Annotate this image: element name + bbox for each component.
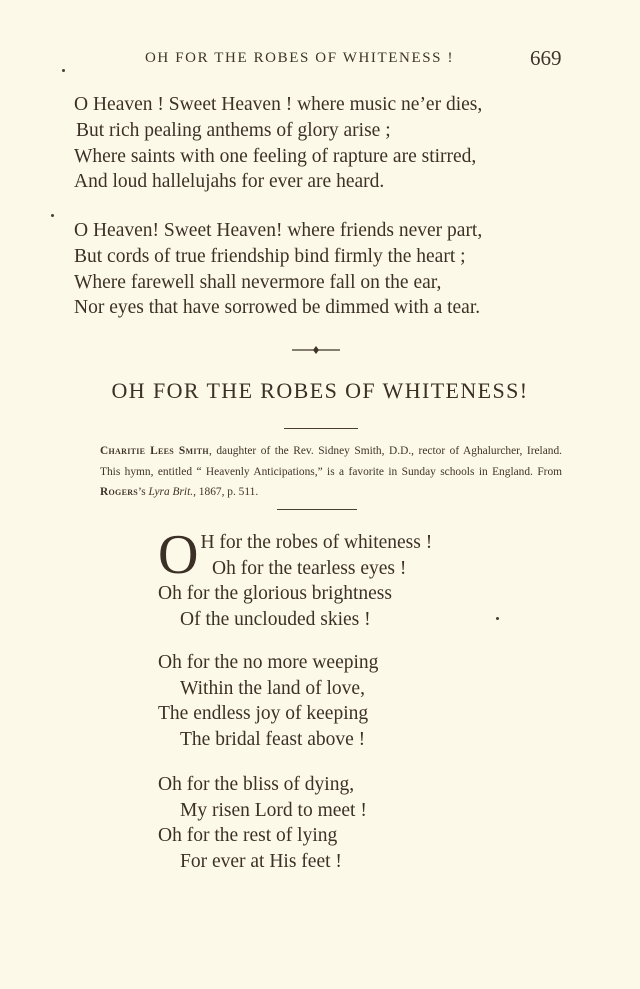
verse-line: Within the land of love, [180, 677, 365, 699]
paper-speck [51, 214, 54, 217]
verse-line: The bridal feast above ! [180, 728, 366, 750]
attribution-note [100, 441, 562, 503]
ornament-divider-icon [292, 343, 340, 357]
hymn-stanza-2 [158, 650, 518, 752]
attribution-text: , 1867, p. 511. [193, 486, 259, 498]
verse-line: Nor eyes that have sorrowed be dimmed with a tear. [74, 297, 481, 319]
verse-line: Oh for the tearless eyes ! [212, 557, 407, 579]
first-line-text: H for the robes of whiteness ! [200, 532, 433, 553]
attribution-text: , daughter of the Rev. Sidney Smith, D.D., rector of Aghalurcher, Ireland. This hymn, entitled “ Heavenly Anticipations,” is a favorite in Sunday schools in England. From [100, 445, 563, 478]
previous-hymn-stanza-1 [74, 92, 574, 195]
verse-line: Oh for the rest of lying [158, 825, 338, 847]
verse-line: The endless joy of keeping [158, 703, 369, 725]
running-head: OH FOR THE ROBES OF WHITENESS ! [145, 50, 455, 66]
page-number: 669 [530, 46, 562, 70]
verse-line: O Heaven! Sweet Heaven! where friends never part, [74, 220, 483, 241]
source-title: Lyra Brit. [148, 486, 194, 498]
attribution-rule [277, 509, 357, 510]
verse-line: But cords of true friendship bind firmly the heart ; [74, 245, 466, 267]
verse-line: Of the unclouded skies ! [180, 608, 371, 630]
verse-line: Oh for the bliss of dying, [158, 774, 355, 795]
hymn-stanza-1 [158, 524, 518, 632]
verse-line: But rich pealing anthems of glory arise ; [76, 119, 391, 141]
title-rule [284, 428, 358, 429]
verse-line: And loud hallelujahs for ever are heard. [74, 171, 385, 193]
hymn-stanza-3 [158, 772, 518, 874]
paper-speck [62, 69, 65, 72]
verse-line: For ever at His feet ! [180, 850, 342, 872]
attribution-text: ’s [138, 486, 149, 498]
verse-line: Where farewell shall nevermore fall on the ear, [74, 271, 442, 293]
previous-hymn-stanza-2 [74, 218, 574, 321]
verse-line: Where saints with one feeling of rapture are stirred, [74, 145, 477, 167]
paper-speck [496, 617, 499, 620]
drop-cap: O [158, 524, 199, 586]
hymn-title: OH FOR THE ROBES OF WHITENESS! [111, 378, 529, 403]
verse-line: Oh for the glorious brightness [158, 583, 392, 605]
author-name: Charitie Lees Smith [100, 445, 209, 457]
verse-line: Oh for the no more weeping [158, 652, 379, 673]
verse-line: O Heaven ! Sweet Heaven ! where music ne’er dies, [74, 94, 483, 115]
source-author: Rogers [100, 486, 139, 498]
verse-line: My risen Lord to meet ! [180, 799, 367, 821]
